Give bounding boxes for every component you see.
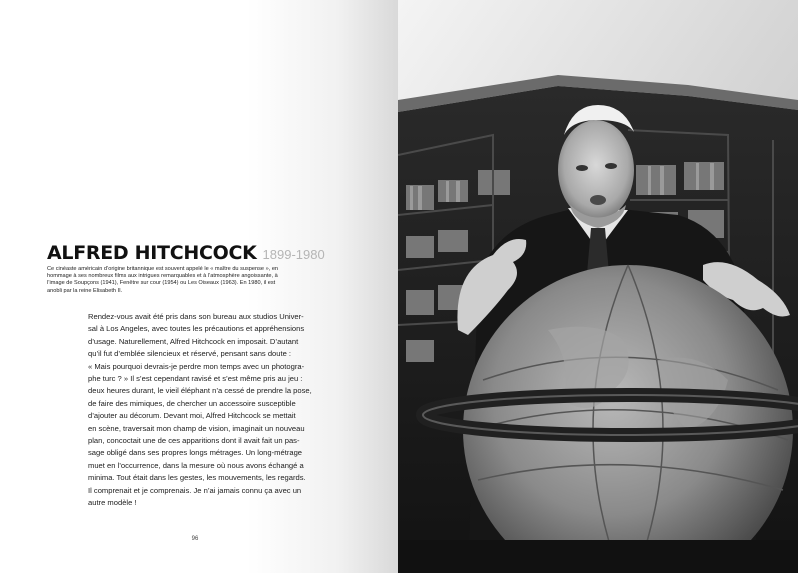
body-line: qu’il fut d’emblée silencieux et réservé, pensant sans doute :	[88, 349, 292, 359]
body-line: plan, concoctait une de ces apparitions dont il avait fait un pas-	[88, 436, 300, 446]
body-line: d’ajouter au décorum. Devant moi, Alfred Hitchcock se mettait	[88, 411, 296, 421]
caption-line: anobli par la reine Elisabeth II.	[47, 287, 123, 294]
caption-line: l’image de Soupçons (1941), Fenêtre sur cour (1954) ou Les Oiseaux (1963). En 1980, il est	[47, 280, 276, 287]
body-text	[88, 311, 332, 510]
body-line: de faire des mimiques, de chercher un accessoire susceptible	[88, 398, 296, 408]
caption-line: Ce cinéaste américain d’origine britannique est souvent appelé le « maître du suspense », en	[47, 266, 279, 272]
body-line: muet en l’occurrence, dans la mesure où nous avons échangé a	[88, 460, 304, 470]
body-line: Rendez-vous avait été pris dans son bureau aux studios Univer-	[88, 312, 304, 321]
page-number: 96	[191, 536, 199, 542]
left-page	[0, 0, 398, 573]
body-line: phe turc ? » Il s’est cependant ravisé et s’est même pris au jeu :	[88, 374, 303, 384]
body-line: minima. Tout était dans les gestes, les mouvements, les regards.	[88, 473, 306, 483]
body-line: en scène, traversait mon champ de vision, imaginait un nouveau	[88, 423, 305, 433]
caption	[47, 266, 339, 295]
person-dates: 1899-1980	[262, 247, 325, 262]
body-line: d’usage. Naturellement, Alfred Hitchcock en imposait. D’autant	[88, 336, 299, 346]
caption-line: hommage à ses nombreux films aux intrigues remarquables et à l’atmosphère angoissante, à	[47, 273, 278, 280]
body-line: deux heures durant, le vieil éléphant n’a cessé de prendre la pose,	[88, 386, 312, 396]
body-line: Il comprenait et je comprenais. Je n’ai jamais connu ça avec un	[88, 485, 302, 495]
body-line: autre modèle !	[88, 498, 137, 508]
body-line: « Mais pourquoi devrais-je perdre mon temps avec un photogra-	[88, 361, 305, 371]
person-name: ALFRED HITCHCOCK	[47, 242, 257, 264]
title-row	[47, 242, 325, 264]
body-line: sal à Los Angeles, avec toutes les précautions et appréhensions	[88, 324, 305, 334]
portrait-photo-icon	[398, 0, 798, 573]
right-page	[398, 0, 798, 573]
body-line: sage obligé dans ses propres longs métrages. Un long-métrage	[88, 448, 303, 458]
